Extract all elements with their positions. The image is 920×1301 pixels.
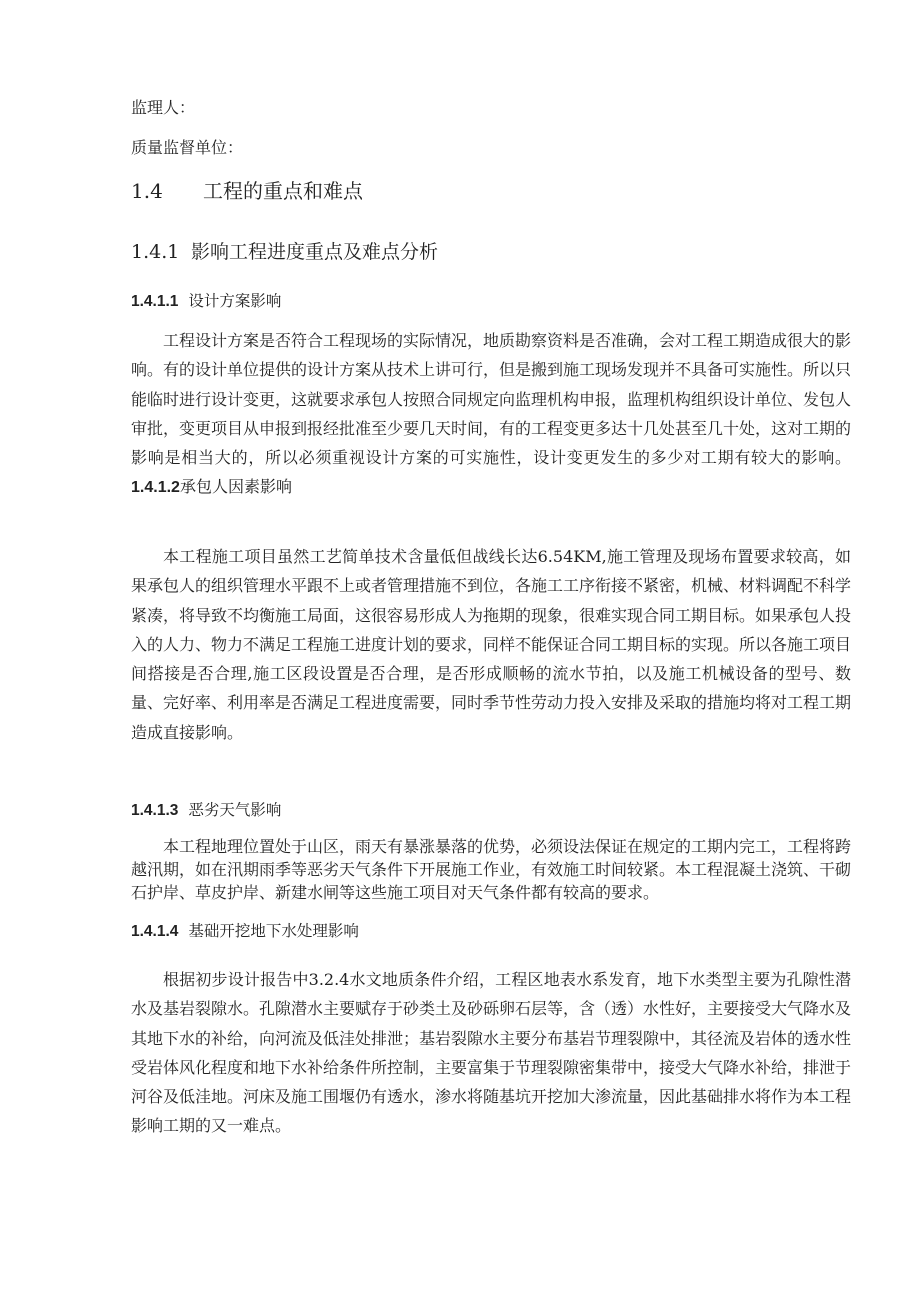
supervisor-field: 监理人： xyxy=(131,98,196,117)
section-number: 1.4.1 xyxy=(131,241,180,263)
section-number: 1.4 xyxy=(131,179,163,203)
section-1-4-heading xyxy=(131,179,363,203)
paragraph-text: 工程设计方案是否符合工程现场的实际情况，地质勘察资料是否准确，会对工程工期造成很大的影响。有的设计单位提供的设计方案从技术上讲可行，但是搬到施工现场发现并不具备可实施性。所以只能临时进行设计变更，这就要求承包人按照合同规定向监理机构申报，监理机构组织设计单位、发包人审批，变更项目从申报到报经批准至少要几天时间，有的工程变更多达十几处甚至几十处，这对工期的影响是相当大的，所以必须重视设计方案的可实施性，设计变更发生的多少对工期有较大的影响。 xyxy=(131,331,852,468)
section-1-4-1-1-heading xyxy=(131,291,281,312)
inline-section-title: 承包人因素影响 xyxy=(179,477,292,497)
section-title: 工程的重点和难点 xyxy=(203,179,363,203)
inline-section-number: 1.4.1.2 xyxy=(131,479,180,497)
section-title: 恶劣天气影响 xyxy=(188,801,282,819)
weather-paragraph: 本工程地理位置处于山区，雨天有暴涨暴落的优势，必须设法保证在规定的工期内完工，工程将跨越汛期，如在汛期雨季等恶劣天气条件下开展施工作业，有效施工时间较紧。本工程混凝土浇筑、干砌石护岸、草皮护岸、新建水闸等这些施工项目对天气条件都有较高的要求。 xyxy=(131,837,852,902)
groundwater-paragraph: 根据初步设计报告中3.2.4水文地质条件介绍，工程区地表水系发育，地下水类型主要为孔隙性潜水及基岩裂隙水。孔隙潜水主要赋存于砂类土及砂砾卵石层等，含（透）水性好，主要接受大气降水及其地下水的补给，向河流及低洼处排泄；基岩裂隙水主要分布基岩节理裂隙中，其径流及岩体的透水性受岩体风化程度和地下水补给条件所控制，主要富集于节理裂隙密集带中，接受大气降水补给，排泄于河谷及低洼地。河床及施工围堰仍有透水，渗水将随基坑开挖加大渗流量，因此基础排水将作为本工程影响工期的又一难点。 xyxy=(131,970,852,1136)
quality-unit-field: 质量监督单位： xyxy=(131,138,244,157)
section-title: 基础开挖地下水处理影响 xyxy=(188,922,359,940)
section-title: 设计方案影响 xyxy=(188,292,282,310)
section-number: 1.4.1.3 xyxy=(131,802,179,819)
design-scheme-paragraph xyxy=(131,326,851,503)
section-1-4-1-4-heading xyxy=(131,921,359,942)
section-title: 影响工程进度重点及难点分析 xyxy=(191,241,439,263)
section-number: 1.4.1.4 xyxy=(131,923,179,940)
contractor-factor-paragraph: 本工程施工项目虽然工艺简单技术含量低但战线长达6.54KM,施工管理及现场布置要求较高，如果承包人的组织管理水平跟不上或者管理措施不到位，各施工工序衔接不紧密，机械、材料调配不科学紧凑，将导致不均衡施工局面，这很容易形成人为拖期的现象，很难实现合同工期目标。如果承包人投入的人力、物力不满足工程施工进度计划的要求，同样不能保证合同工期目标的实现。所以各施工项目间搭接是否合理,施工区段设置是否合理，是否形成顺畅的流水节拍，以及施工机械设备的型号、数量、完好率、利用率是否满足工程进度需要，同时季节性劳动力投入安排及采取的措施均将对工程工期造成直接影响。 xyxy=(131,547,852,742)
section-number: 1.4.1.1 xyxy=(131,293,179,310)
section-1-4-1-heading xyxy=(131,240,438,264)
section-1-4-1-3-heading xyxy=(131,800,281,821)
